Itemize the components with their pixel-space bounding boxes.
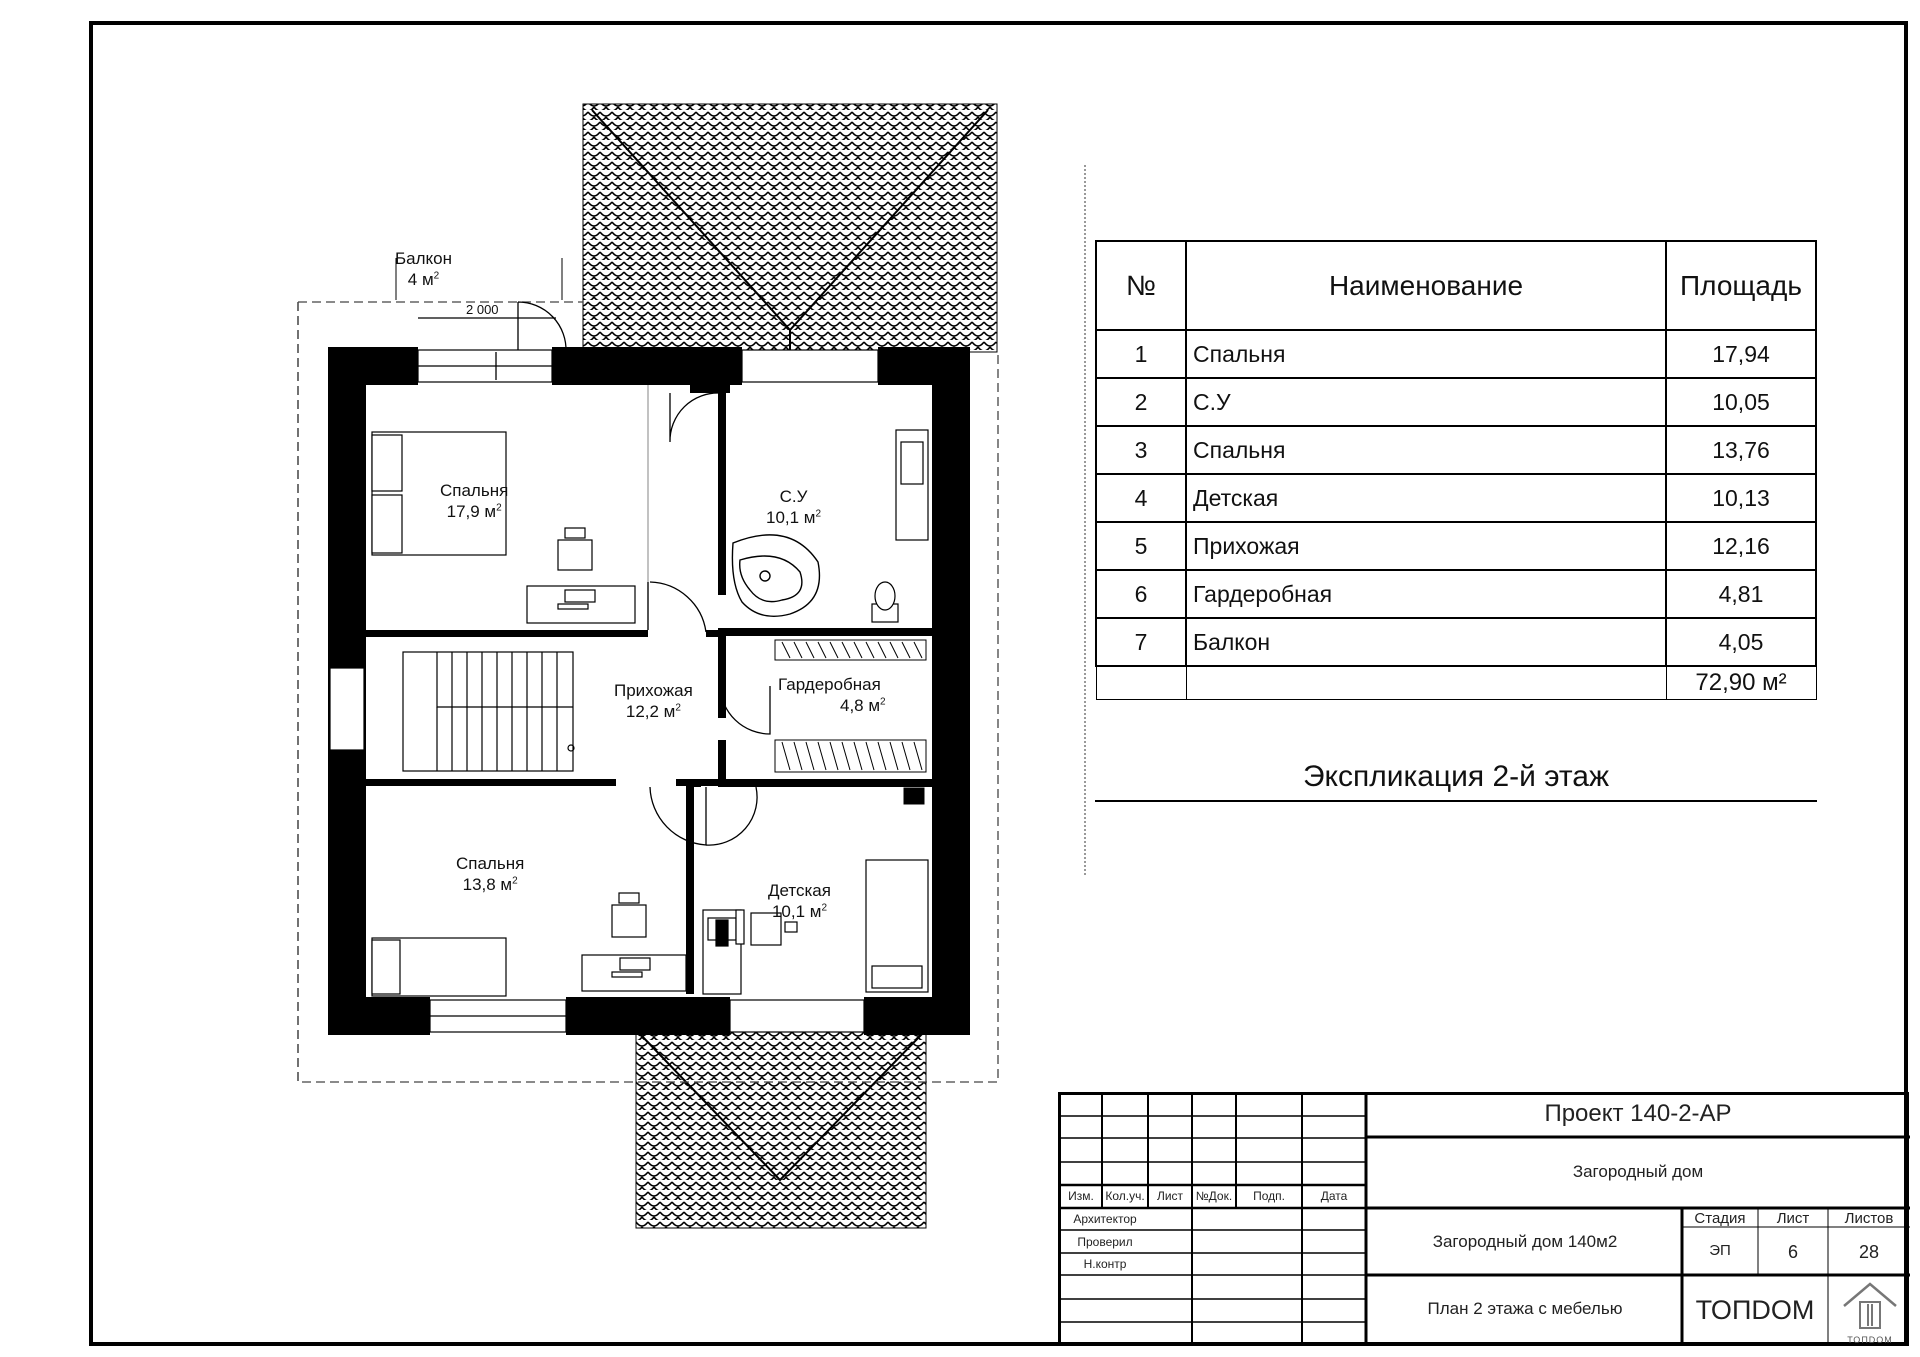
room-hall-label (614, 680, 693, 723)
row-name: Спальня (1186, 426, 1666, 474)
room-hall-area: 12,2 $м^2$ (625, 702, 681, 722)
table-row (1096, 378, 1816, 426)
row-area: 4,81 (1666, 570, 1816, 618)
roof-top (583, 104, 997, 352)
room-balcony-area: 4 $м^2$ (407, 270, 440, 290)
col-kol: Кол.уч. (1105, 1189, 1145, 1203)
bathtub (732, 535, 819, 616)
house-logo-icon (1838, 1280, 1902, 1330)
row-name: Прихожая (1186, 522, 1666, 570)
header-name: Наименование (1186, 241, 1666, 330)
room-balcony-name: Балкон (395, 249, 453, 268)
row-num: 2 (1096, 378, 1186, 426)
row-name: Гардеробная (1186, 570, 1666, 618)
row-area: 12,16 (1666, 522, 1816, 570)
row-area: 10,13 (1666, 474, 1816, 522)
sheets-label: Листов (1844, 1210, 1894, 1227)
row-num: 7 (1096, 618, 1186, 666)
room-bedroom2-label (456, 853, 524, 896)
row-name: С.У (1186, 378, 1666, 426)
row-area: 10,05 (1666, 378, 1816, 426)
row-name: Балкон (1186, 618, 1666, 666)
guide-line (1084, 165, 1086, 875)
title-block (1058, 1092, 1910, 1346)
house-name: Загородный дом 140м2 (1432, 1232, 1618, 1251)
brand-logo (1838, 1280, 1902, 1345)
explication-header-row (1096, 241, 1816, 330)
stage-value: ЭП (1709, 1242, 1731, 1259)
table-row (1096, 618, 1816, 666)
col-doc: №Док. (1195, 1189, 1233, 1203)
table-row (1096, 426, 1816, 474)
stage-label: Стадия (1694, 1210, 1746, 1227)
row-area: 17,94 (1666, 330, 1816, 378)
room-kids-name: Детская (768, 881, 831, 900)
room-kids-label (768, 880, 831, 923)
row-num: 1 (1096, 330, 1186, 378)
total-area: 72,90 м² (1666, 666, 1816, 700)
room-wardrobe-area: 4,8 $м^2$ (840, 696, 886, 716)
col-podp: Подп. (1253, 1189, 1285, 1203)
row-area: 4,05 (1666, 618, 1816, 666)
row-num: 3 (1096, 426, 1186, 474)
col-list: Лист (1156, 1189, 1184, 1203)
explication-title: Экспликация 2-й этаж (1302, 760, 1610, 793)
row-name: Детская (1186, 474, 1666, 522)
room-balcony-label (395, 248, 452, 291)
bed-single (372, 938, 506, 996)
room-hall-name: Прихожая (614, 681, 693, 700)
sheet-label: Лист (1776, 1210, 1810, 1227)
table-row (1096, 474, 1816, 522)
room-bathroom-name: С.У (779, 487, 808, 506)
roof-bottom (636, 1030, 926, 1228)
room-bedroom2-name: Спальня (456, 854, 525, 873)
role-norm: Н.контр (1083, 1257, 1127, 1271)
col-izm: Изм. (1068, 1189, 1094, 1203)
role-checked: Проверил (1077, 1235, 1133, 1249)
row-num: 4 (1096, 474, 1186, 522)
room-kids-area: 10,1 $м^2$ (771, 902, 828, 922)
explication-table (1095, 240, 1817, 700)
balcony-dimension: 2 000 (466, 302, 499, 317)
logo-text: ТОПDOM (1847, 1335, 1893, 1345)
room-bathroom-label (766, 486, 821, 529)
toilet (872, 582, 898, 622)
row-num: 6 (1096, 570, 1186, 618)
room-bedroom2-area: 13,8 $м^2$ (462, 875, 518, 895)
row-num: 5 (1096, 522, 1186, 570)
table-row (1096, 330, 1816, 378)
header-num: № (1096, 241, 1186, 330)
desk-bedroom2 (582, 893, 686, 991)
table-row (1096, 570, 1816, 618)
total-row (1096, 666, 1816, 700)
sheet-value: 6 (1787, 1242, 1798, 1262)
row-area: 13,76 (1666, 426, 1816, 474)
role-architect: Архитектор (1073, 1212, 1137, 1226)
room-wardrobe-name: Гардеробная (778, 675, 881, 694)
project-code: Проект 140-2-АР (1544, 1100, 1732, 1127)
room-bedroom1-area: 17,9 $м^2$ (446, 502, 502, 522)
sheets-value: 28 (1858, 1242, 1880, 1262)
room-bathroom-area: 10,1 $м^2$ (766, 508, 822, 528)
col-date: Дата (1320, 1189, 1348, 1203)
sink (896, 430, 928, 540)
desk-bedroom1 (527, 528, 635, 623)
brand-name: ТОПDOM (1695, 1295, 1815, 1325)
staircase (403, 652, 574, 771)
object-name: Загородный дом (1572, 1162, 1704, 1181)
explication-underline (1095, 800, 1817, 802)
room-wardrobe-label (778, 674, 886, 717)
table-row (1096, 522, 1816, 570)
row-name: Спальня (1186, 330, 1666, 378)
header-area: Площадь (1666, 241, 1816, 330)
room-bedroom1-name: Спальня (440, 481, 509, 500)
sheet-name: План 2 этажа с мебелью (1427, 1299, 1623, 1318)
room-bedroom1-label (440, 480, 508, 523)
